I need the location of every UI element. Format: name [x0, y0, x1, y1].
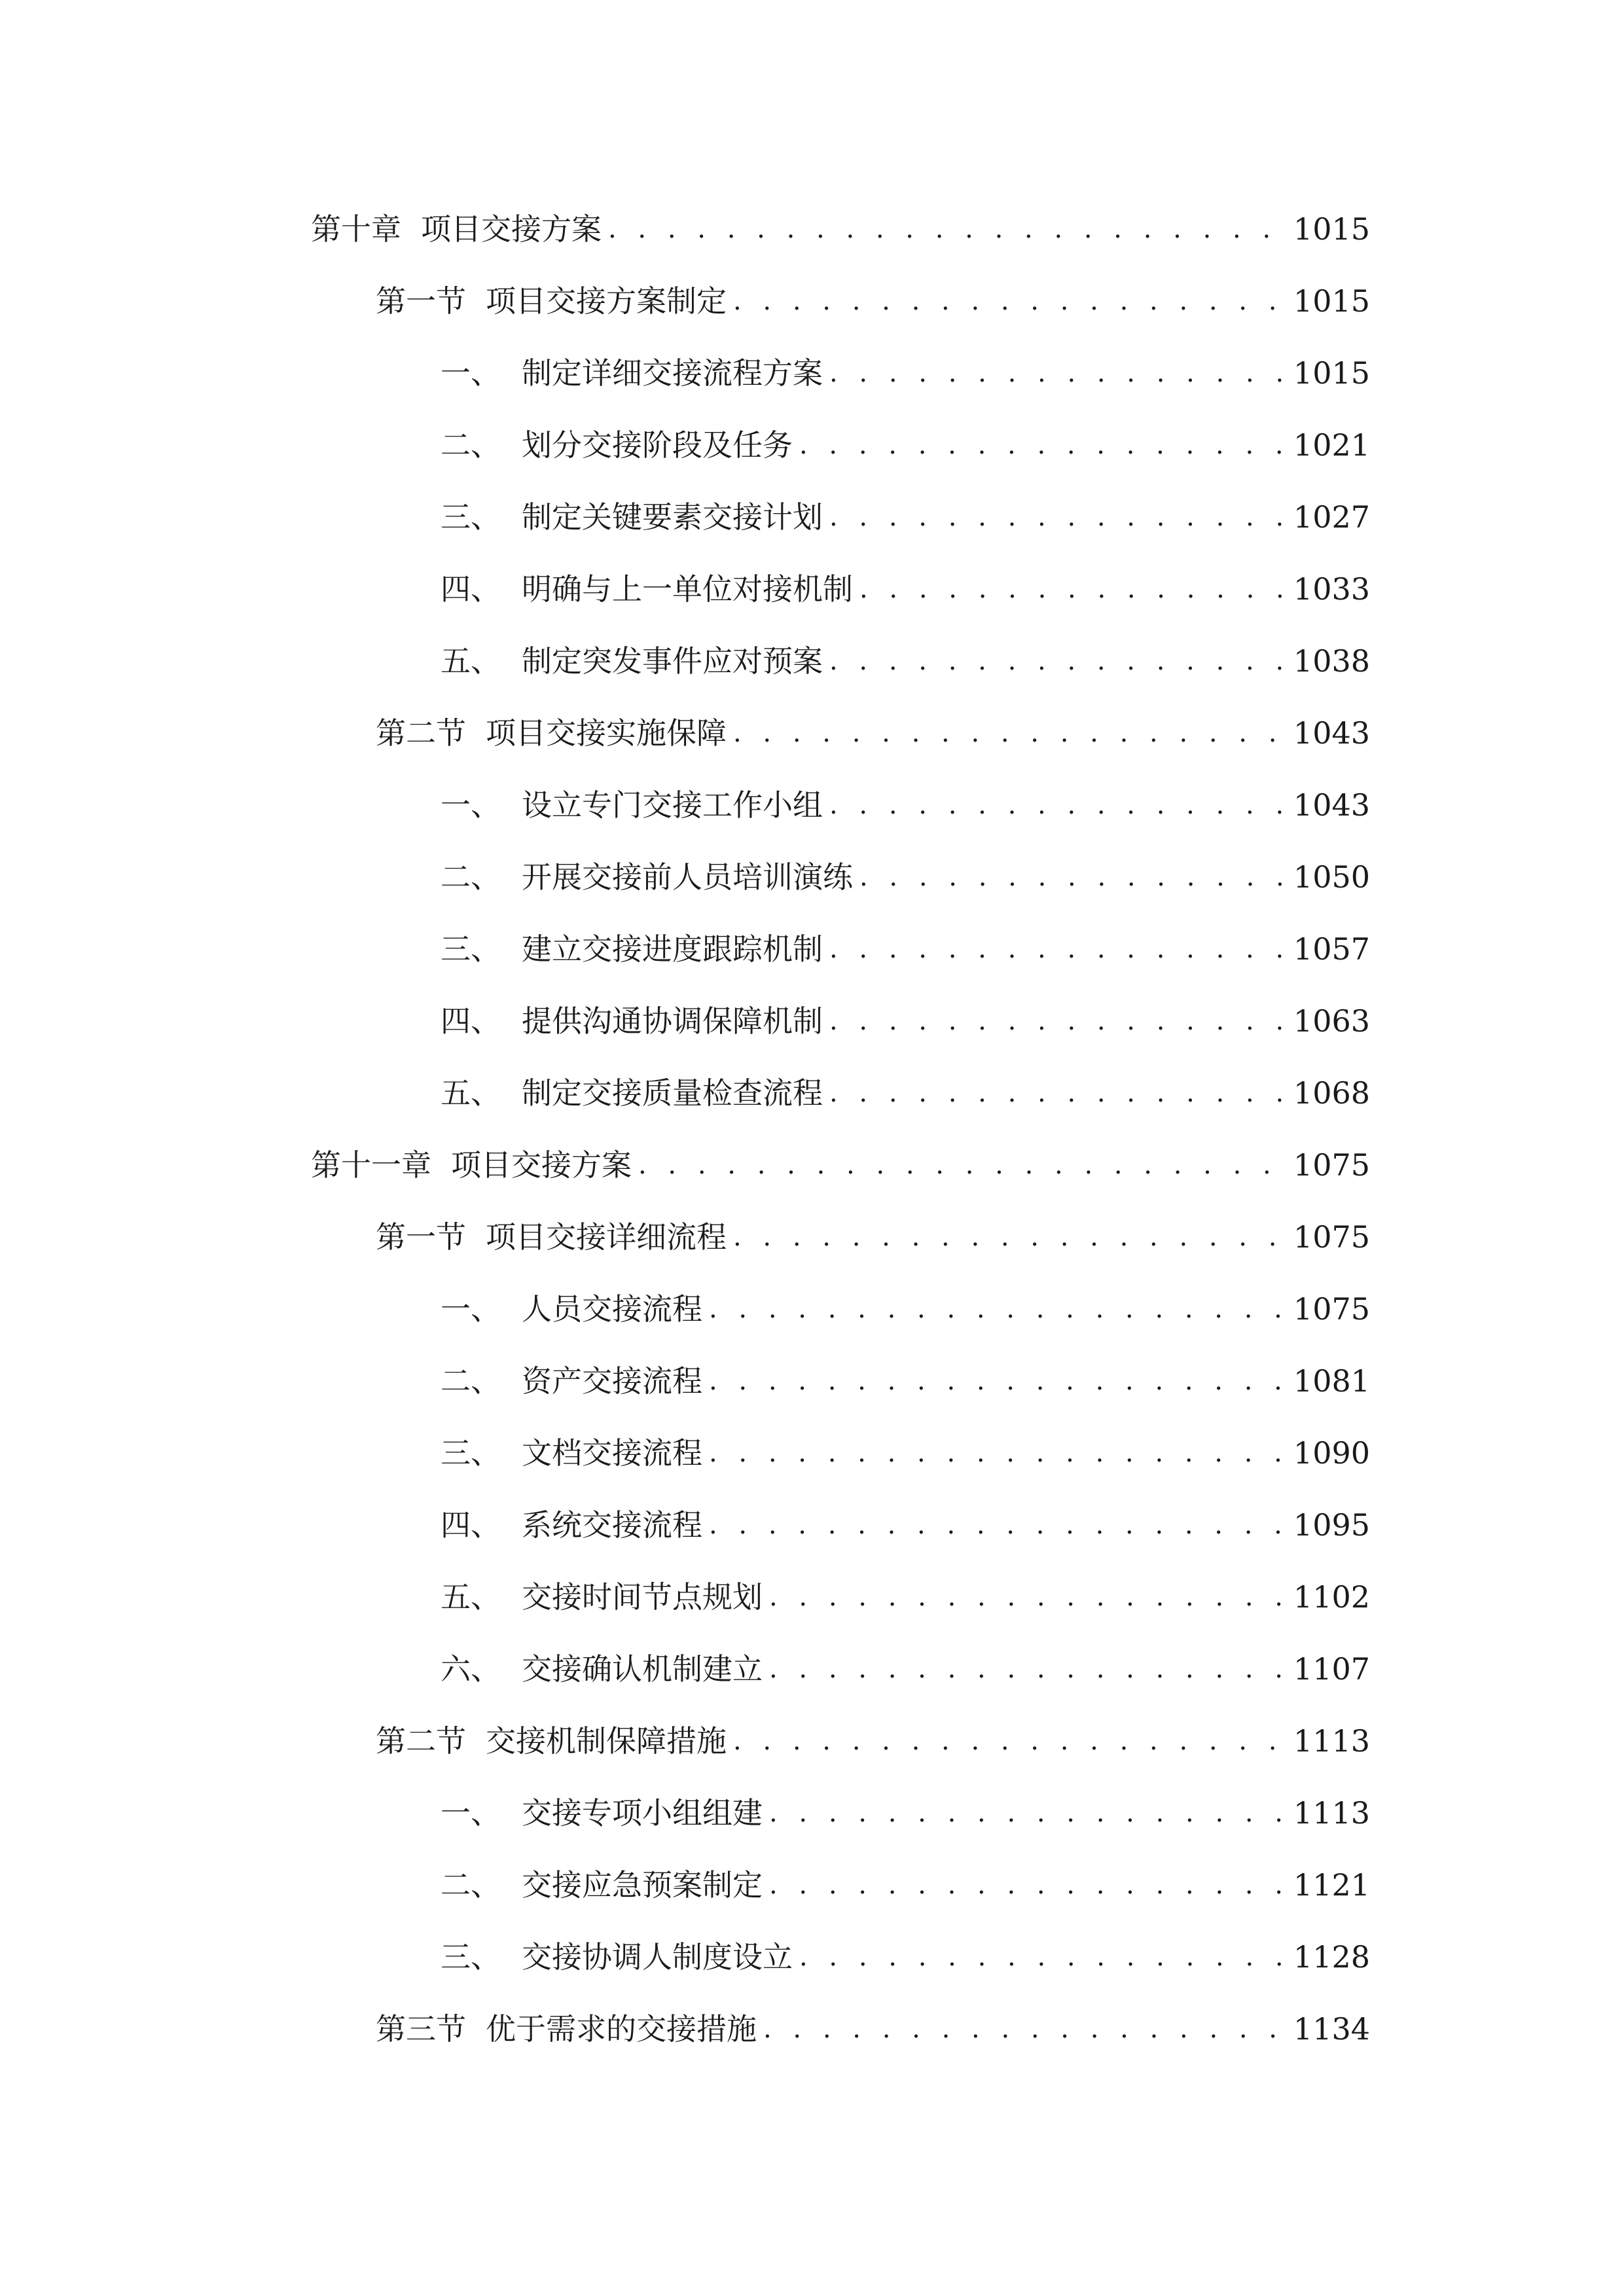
toc-entry[interactable]	[376, 265, 1370, 337]
dot-leader	[859, 864, 1282, 890]
toc-entry-page: 1057	[1293, 931, 1370, 967]
toc-entry[interactable]	[441, 337, 1370, 409]
toc-entry-title: 项目交接实施保障	[486, 715, 727, 751]
toc-entry-title: 制定关键要素交接计划	[522, 499, 823, 535]
dot-leader	[829, 648, 1282, 674]
dot-leader	[769, 1872, 1282, 1898]
toc-entry[interactable]	[311, 1129, 1370, 1201]
toc-entry[interactable]	[376, 1705, 1370, 1777]
toc-entry-title: 优于需求的交接措施	[486, 2011, 757, 2047]
toc-entry-page: 1043	[1293, 715, 1370, 751]
toc-entry-number: 四、	[441, 1003, 501, 1039]
toc-entry[interactable]	[441, 1489, 1370, 1561]
toc-entry-page: 1128	[1293, 1939, 1370, 1975]
toc-entry-page: 1075	[1293, 1219, 1370, 1255]
toc-entry-number: 五、	[441, 1579, 501, 1615]
toc-entry-page: 1033	[1293, 571, 1370, 607]
toc-entry-title: 制定交接质量检查流程	[522, 1075, 823, 1111]
toc-entry-number: 二、	[441, 1363, 501, 1399]
toc-entry-page: 1015	[1293, 283, 1370, 319]
toc-entry-page: 1107	[1293, 1651, 1370, 1687]
toc-entry-page: 1063	[1293, 1003, 1370, 1039]
toc-entry-page: 1050	[1293, 859, 1370, 895]
toc-entry[interactable]	[441, 1417, 1370, 1489]
toc-entry-title: 开展交接前人员培训演练	[522, 859, 853, 895]
dot-leader	[733, 1728, 1282, 1754]
toc-entry[interactable]	[441, 1921, 1370, 1993]
toc-entry-page: 1113	[1293, 1795, 1370, 1831]
toc-entry[interactable]	[441, 1633, 1370, 1705]
toc-entry[interactable]	[441, 913, 1370, 985]
dot-leader	[638, 1152, 1282, 1178]
toc-entry-number: 第一节	[376, 283, 466, 319]
toc-entry[interactable]	[441, 481, 1370, 553]
toc-entry[interactable]	[376, 1201, 1370, 1273]
toc-entry-number: 第三节	[376, 2011, 466, 2047]
toc-entry-title: 项目交接方案	[451, 1147, 632, 1183]
toc-entry-number: 第一节	[376, 1219, 466, 1255]
dot-leader	[859, 576, 1282, 602]
toc-entry-title: 设立专门交接工作小组	[522, 787, 823, 823]
dot-leader	[769, 1656, 1282, 1682]
dot-leader	[769, 1800, 1282, 1826]
toc-entry-page: 1015	[1293, 211, 1370, 247]
dot-leader	[829, 936, 1282, 962]
dot-leader	[709, 1368, 1282, 1394]
toc-entry-number: 二、	[441, 427, 501, 463]
toc-entry-number: 三、	[441, 1435, 501, 1471]
toc-entry-number: 第十章	[311, 211, 401, 247]
toc-entry-number: 第二节	[376, 1723, 466, 1759]
toc-entry[interactable]	[376, 1993, 1370, 2065]
dot-leader	[769, 1584, 1282, 1610]
dot-leader	[763, 2016, 1282, 2042]
toc-entry-page: 1102	[1293, 1579, 1370, 1615]
toc-entry-number: 一、	[441, 1291, 501, 1327]
toc-entry[interactable]	[441, 1057, 1370, 1129]
toc-entry-title: 人员交接流程	[522, 1291, 702, 1327]
toc-entry-page: 1027	[1293, 499, 1370, 535]
dot-leader	[829, 360, 1282, 386]
toc-entry-title: 建立交接进度跟踪机制	[522, 931, 823, 967]
dot-leader	[829, 792, 1282, 818]
dot-leader	[829, 504, 1282, 530]
toc-entry-number: 五、	[441, 643, 501, 679]
toc-entry-page: 1075	[1293, 1147, 1370, 1183]
toc-entry-page: 1038	[1293, 643, 1370, 679]
toc-entry-number: 三、	[441, 499, 501, 535]
toc-entry-number: 一、	[441, 787, 501, 823]
toc-entry-page: 1043	[1293, 787, 1370, 823]
toc-entry-title: 项目交接方案	[421, 211, 602, 247]
toc-entry-title: 划分交接阶段及任务	[522, 427, 793, 463]
toc-entry-number: 第十一章	[311, 1147, 431, 1183]
dot-leader	[709, 1296, 1282, 1322]
toc-entry-number: 一、	[441, 355, 501, 391]
dot-leader	[733, 1224, 1282, 1250]
toc-entry-page: 1090	[1293, 1435, 1370, 1471]
toc-entry[interactable]	[441, 769, 1370, 841]
toc-entry-page: 1121	[1293, 1867, 1370, 1903]
toc-entry-title: 项目交接详细流程	[486, 1219, 727, 1255]
dot-leader	[799, 1944, 1282, 1970]
toc-entry-title: 交接时间节点规划	[522, 1579, 763, 1615]
toc-entry-page: 1015	[1293, 355, 1370, 391]
toc-entry-title: 系统交接流程	[522, 1507, 702, 1543]
toc-entry-title: 项目交接方案制定	[486, 283, 727, 319]
dot-leader	[829, 1080, 1282, 1106]
toc-entry-number: 二、	[441, 859, 501, 895]
dot-leader	[709, 1440, 1282, 1466]
toc-entry-title: 制定详细交接流程方案	[522, 355, 823, 391]
toc-entry-title: 交接确认机制建立	[522, 1651, 763, 1687]
dot-leader	[733, 720, 1282, 746]
toc-entry-title: 交接机制保障措施	[486, 1723, 727, 1759]
toc-entry-page: 1075	[1293, 1291, 1370, 1327]
dot-leader	[608, 216, 1282, 242]
toc-entry-number: 二、	[441, 1867, 501, 1903]
dot-leader	[709, 1512, 1282, 1538]
toc-entry-number: 六、	[441, 1651, 501, 1687]
toc-entry-title: 制定突发事件应对预案	[522, 643, 823, 679]
toc-entry[interactable]	[441, 1777, 1370, 1849]
toc-entry-title: 交接应急预案制定	[522, 1867, 763, 1903]
toc-entry-number: 第二节	[376, 715, 466, 751]
toc-entry-number: 一、	[441, 1795, 501, 1831]
toc-entry[interactable]	[311, 193, 1370, 265]
toc-entry-number: 四、	[441, 1507, 501, 1543]
dot-leader	[829, 1008, 1282, 1034]
toc-entry[interactable]	[441, 1345, 1370, 1417]
toc-entry-title: 提供沟通协调保障机制	[522, 1003, 823, 1039]
toc-entry-number: 四、	[441, 571, 501, 607]
toc-entry[interactable]	[441, 985, 1370, 1057]
toc-entry[interactable]	[441, 553, 1370, 625]
toc-entry[interactable]	[441, 1561, 1370, 1633]
toc-entry-page: 1081	[1293, 1363, 1370, 1399]
toc-entry-title: 文档交接流程	[522, 1435, 702, 1471]
toc-entry-page: 1134	[1293, 2011, 1370, 2047]
toc-entry-page: 1021	[1293, 427, 1370, 463]
toc-entry-page: 1068	[1293, 1075, 1370, 1111]
toc-entry[interactable]	[441, 1849, 1370, 1921]
toc-entry-page: 1095	[1293, 1507, 1370, 1543]
toc-entry-number: 五、	[441, 1075, 501, 1111]
dot-leader	[733, 288, 1282, 314]
toc-entry-page: 1113	[1293, 1723, 1370, 1759]
toc-entry-title: 明确与上一单位对接机制	[522, 571, 853, 607]
toc-entry-title: 交接协调人制度设立	[522, 1939, 793, 1975]
toc-entry-number: 三、	[441, 931, 501, 967]
toc-entry-title: 交接专项小组组建	[522, 1795, 763, 1831]
toc-entry[interactable]	[441, 625, 1370, 697]
toc-entry-number: 三、	[441, 1939, 501, 1975]
toc-entry[interactable]	[441, 1273, 1370, 1345]
toc-entry[interactable]	[376, 697, 1370, 769]
toc-entry-title: 资产交接流程	[522, 1363, 702, 1399]
toc-entry[interactable]	[441, 409, 1370, 481]
toc-entry[interactable]	[441, 841, 1370, 913]
dot-leader	[799, 432, 1282, 458]
